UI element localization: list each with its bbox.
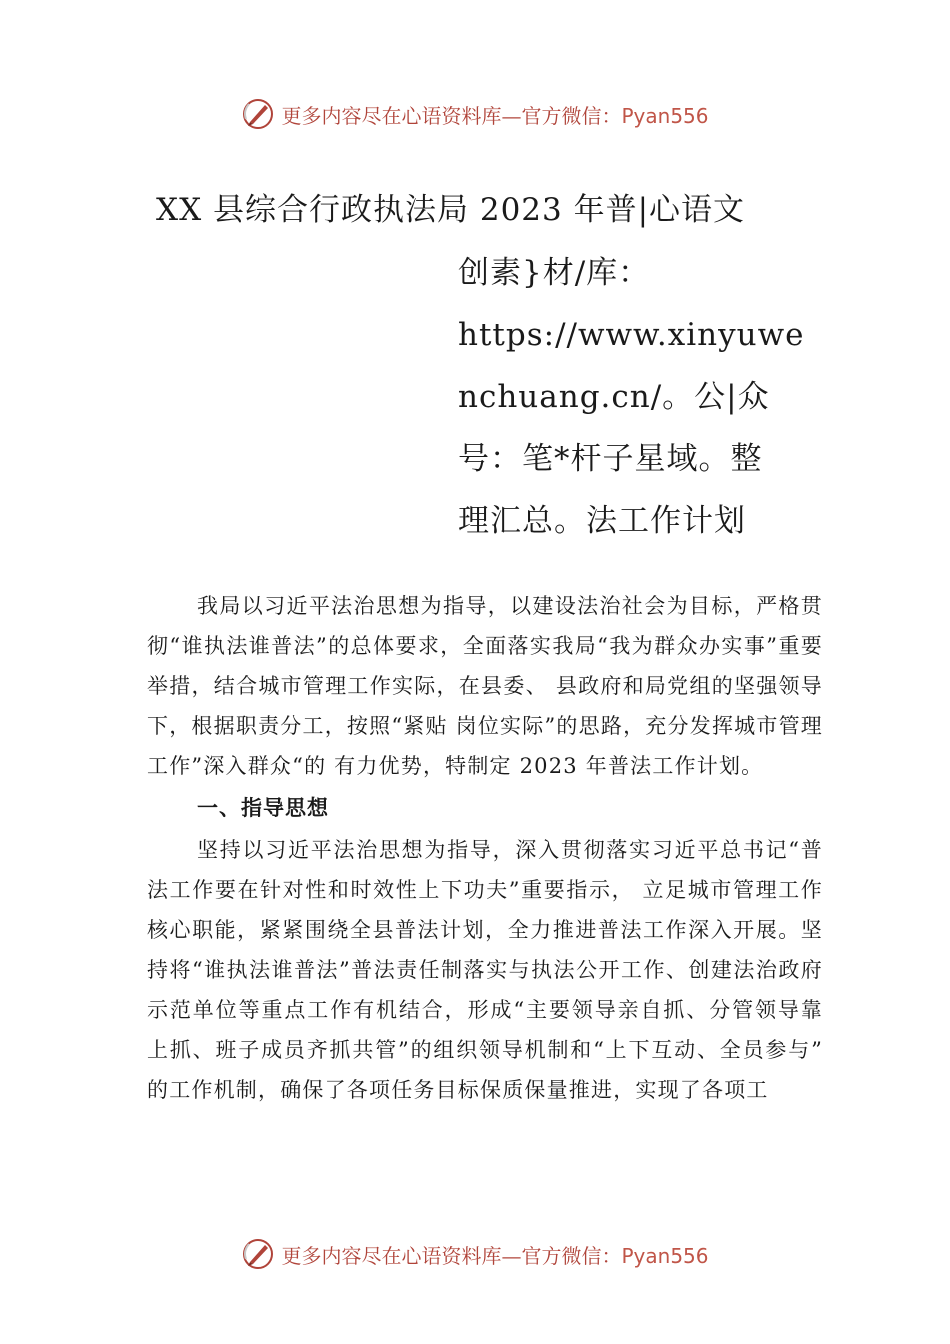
section-heading-guiding-ideology: 一、指导思想 bbox=[197, 796, 329, 820]
watermark-wechat-id: Pyan556 bbox=[621, 103, 709, 128]
document-title-line1: XX 县综合行政执法局 2023 年普|心语文 bbox=[156, 192, 746, 228]
title-line: nchuang.cn/。公|众 bbox=[458, 379, 770, 415]
watermark-separator: — bbox=[501, 1243, 522, 1268]
title-line: 创素}材/库： bbox=[458, 255, 651, 291]
watermark-wechat-label: 官方微信： bbox=[521, 103, 622, 128]
watermark-banner-top bbox=[0, 92, 950, 136]
watermark-banner-bottom bbox=[0, 1232, 950, 1276]
title-line: 理汇总。法工作计划 bbox=[458, 503, 746, 539]
watermark-wechat-id: Pyan556 bbox=[621, 1243, 709, 1268]
title-line: 号：笔*杆子星域。整 bbox=[458, 441, 763, 477]
watermark-text bbox=[281, 1240, 708, 1269]
watermark-wechat-label: 官方微信： bbox=[521, 1243, 622, 1268]
pen-logo-icon bbox=[241, 1237, 275, 1271]
watermark-separator: — bbox=[501, 103, 522, 128]
intro-paragraph: 我局以习近平法治思想为指导，以建设法治社会为目标，严格贯彻“谁执法谁普法”的总体要求，全面落实我局“我为群众办实事”重要举措，结合城市管理工作实际，在县委、 县政府和局党组的坚强领导下，根据职责分工，按照“紧贴 岗位实际”的思路，充分发挥城市管理工作”深入群众“的 有力优势，特制定 2023 年普法工作计划。 bbox=[147, 594, 823, 778]
document-body bbox=[147, 586, 823, 1110]
section1-paragraph: 坚持以习近平法治思想为指导，深入贯彻落实习近平总书记“普法工作要在针对性和时效性上下功夫”重要指示， 立足城市管理工作核心职能，紧紧围绕全县普法计划，全力推进普法工作深入开展。坚持将“谁执法谁普法”普法责任制落实与执法公开工作、创建法治政府示范单位等重点工作有机结合，形成“主要领导亲自抓、分管领导靠上抓、班子成员齐抓共管”的组织领导机制和“上下互动、全员参与” 的工作机制，确保了各项任务目标保质保量推进，实现了各项工 bbox=[147, 838, 823, 1102]
document-title-continuation bbox=[458, 242, 805, 552]
watermark-main-text: 更多内容尽在心语资料库 bbox=[281, 1243, 502, 1268]
pen-logo-icon bbox=[241, 97, 275, 131]
watermark-text bbox=[281, 100, 708, 129]
watermark-main-text: 更多内容尽在心语资料库 bbox=[281, 103, 502, 128]
title-line: https://www.xinyuwe bbox=[458, 317, 805, 353]
